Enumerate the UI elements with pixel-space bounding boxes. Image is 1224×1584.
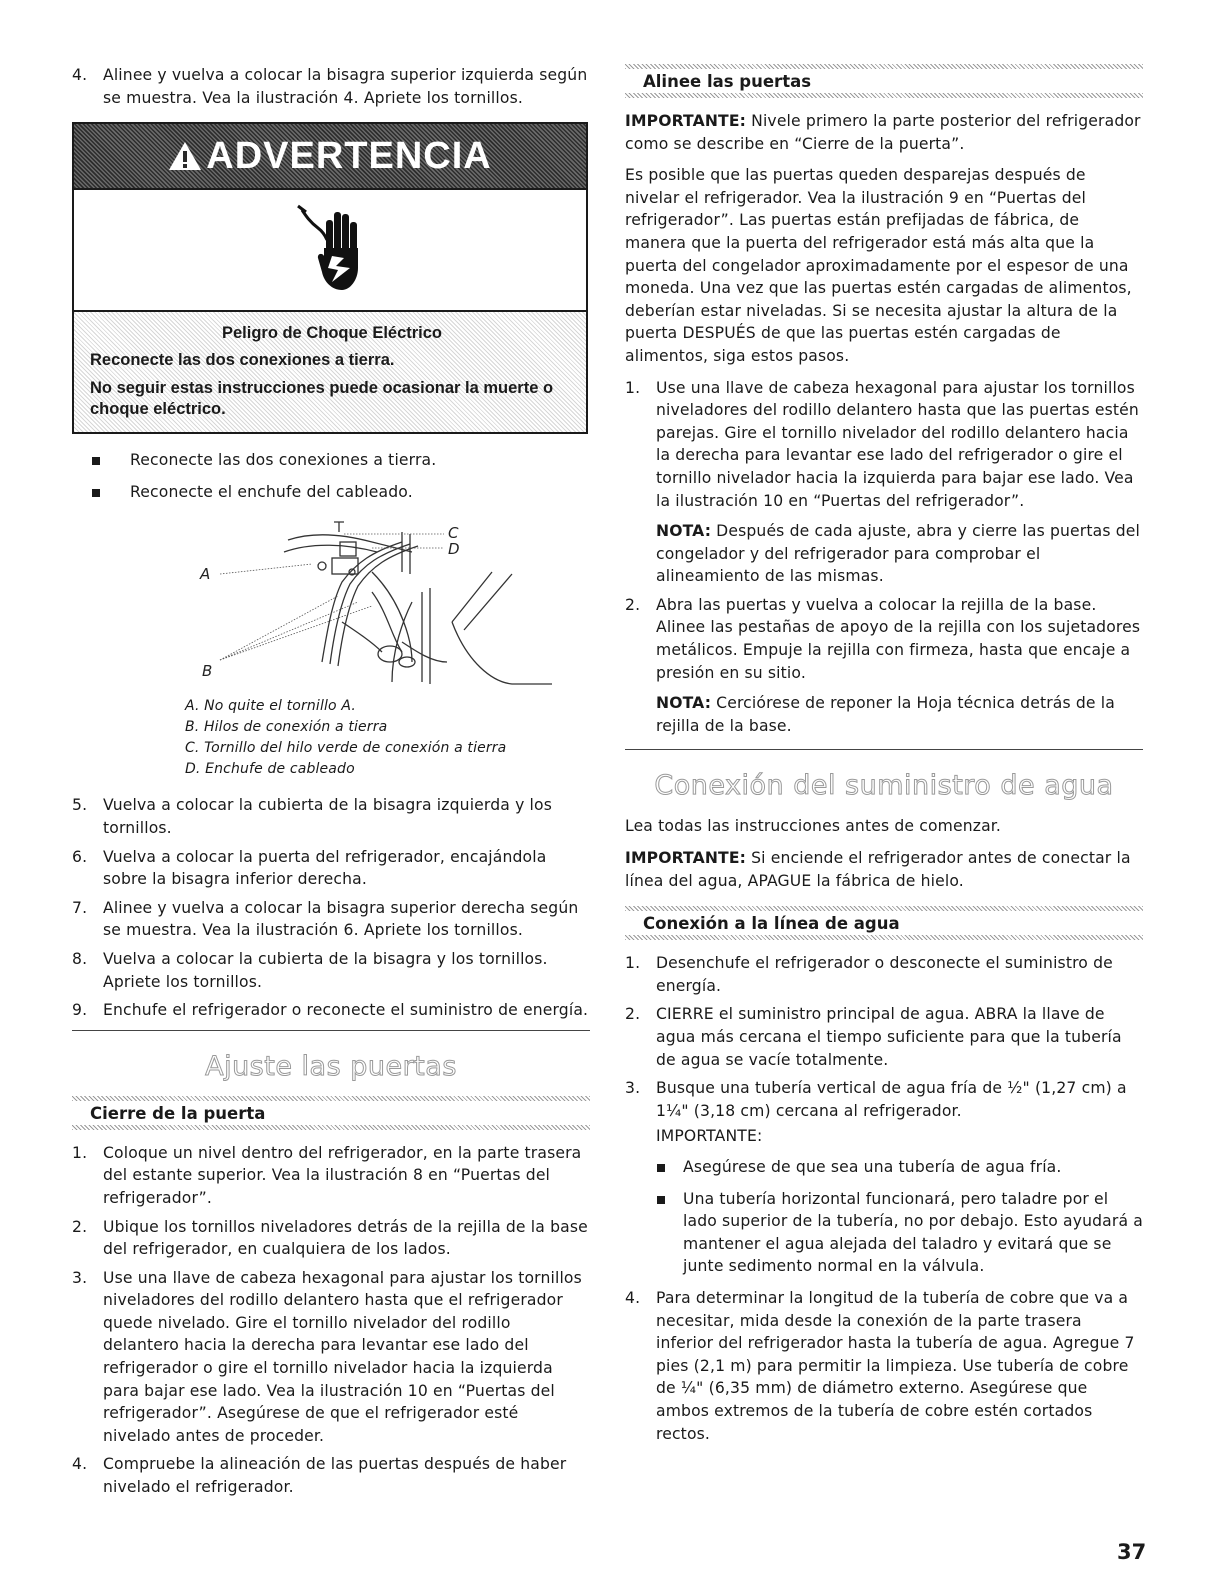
step-text: Ubique los tornillos niveladores detrás de la rejilla de la base del refrigerador, en cualquiera de los lados. xyxy=(103,1217,588,1259)
note-text: Cerciórese de reponer la Hoja técnica detrás de la rejilla de la base. xyxy=(656,694,1115,735)
step-number: 4. xyxy=(72,66,88,84)
step-number: 7. xyxy=(72,898,88,917)
step-text: Enchufe el refrigerador o reconecte el suministro de energía. xyxy=(103,1001,589,1020)
step-text: Use una llave de cabeza hexagonal para ajustar los tornillos niveladores del rodillo delantero hasta que el refrigerador quede nivelado. Gire el tornillo nivelador del rodillo delantero hacia la derecha para levantar ese lado del refrigerador o gire el tornillo nivelador hacia la izquierda para bajar ese lado. Vea la ilustración 10 en “Puertas del refrigerador”. Asegúrese de que el refrigerador esté nivelado antes de proceder. xyxy=(103,1268,582,1445)
step-number: 1. xyxy=(625,954,641,973)
list-item xyxy=(72,481,590,504)
step-text: Para determinar la longitud de la tubería de cobre que va a necesitar, mida desde la conexión de la parte trasera inferior del refrigerador hasta la tubería de agua. Agregue 7 pies (2,1 m) para permitir la limpieza. Use tubería de cobre de ¼" (6,35 mm) de diámetro externo. Asegúrese que ambos extremos de la tubería de cobre estén cortados rectos. xyxy=(656,1288,1135,1443)
bullet-text: Reconecte las dos conexiones a tierra. xyxy=(130,451,437,470)
step-text: Compruebe la alineación de las puertas después de haber nivelado el refrigerador. xyxy=(103,1455,567,1497)
step-number: 3. xyxy=(625,1079,641,1098)
step-text: Vuelva a colocar la cubierta de la bisagra y los tornillos. Apriete los tornillos. xyxy=(103,949,548,991)
list-item xyxy=(625,1188,1143,1278)
warning-hazard-text: Peligro de Choque Eléctrico xyxy=(221,324,443,343)
list-item xyxy=(625,594,1143,738)
figure-label-c: C xyxy=(448,524,459,543)
warning-header xyxy=(74,124,586,190)
list-item xyxy=(625,952,1143,997)
reinstall-step-list xyxy=(72,794,590,1021)
list-item xyxy=(72,897,590,942)
warning-icon-area xyxy=(74,190,586,312)
subsection-heading: Conexión a la línea de agua xyxy=(625,906,1143,940)
step-text: Coloque un nivel dentro del refrigerador, en la parte trasera del estante superior. Vea la ilustración 8 en “Puertas del refrigerador”. xyxy=(103,1143,582,1207)
note-label: NOTA: xyxy=(656,694,712,713)
bullet-text: Reconecte el enchufe del cableado. xyxy=(130,482,413,501)
legend-item: A. No quite el tornillo A. xyxy=(185,698,356,715)
important-label: IMPORTANTE: xyxy=(625,112,747,130)
list-item xyxy=(72,64,590,109)
step-note xyxy=(656,520,1143,588)
bullet-text: Una tubería horizontal funcionará, pero taladre por el lado superior de la tubería, no por debajo. Esto ayudará a mantener el agua alejada del taladro y evitará que se junte sedimento normal en la válvula. xyxy=(683,1189,1143,1276)
step-number: 2. xyxy=(72,1217,88,1236)
warning-instruction-text: Reconecte las dos conexiones a tierra. xyxy=(90,351,395,370)
list-item xyxy=(72,999,590,1022)
figure-label-a: A xyxy=(200,565,211,584)
step-number: 2. xyxy=(625,595,641,614)
step-number: 2. xyxy=(625,1005,641,1024)
list-item xyxy=(72,1267,590,1448)
step-note xyxy=(656,692,1143,737)
bullet-square-icon xyxy=(657,1196,665,1204)
section-title: Conexión del suministro de agua xyxy=(654,770,1114,802)
water-line-step-list xyxy=(625,952,1143,1445)
step-number: 1. xyxy=(72,1143,88,1162)
subsection-heading: Alinee las puertas xyxy=(625,64,1143,98)
hinge-step-list xyxy=(72,64,590,109)
bullet-square-icon xyxy=(92,489,100,497)
section-title: Ajuste las puertas xyxy=(205,1050,457,1082)
bullet-square-icon xyxy=(657,1164,665,1172)
page-number: 37 xyxy=(1117,1540,1147,1564)
step-number: 3. xyxy=(72,1268,88,1287)
step-text: Alinee y vuelva a colocar la bisagra superior izquierda según se muestra. Vea la ilustración 4. Apriete los tornillos. xyxy=(103,66,588,107)
important-text: Nivele primero la parte posterior del refrigerador como se describe en “Cierre de la puerta”. xyxy=(625,112,1141,153)
warning-title xyxy=(168,135,491,178)
align-step-list xyxy=(625,377,1143,738)
list-item xyxy=(72,1216,590,1261)
step-text: Abra las puertas y vuelva a colocar la rejilla de la base. Alinee las pestañas de apoyo de la rejilla con los sujetadores metálicos. Empuje la rejilla con firmeza, hasta que encaje a presión en su sitio. xyxy=(656,595,1141,682)
note-text: Después de cada ajuste, abra y cierre las puertas del congelador y del refrigerador para comprobar el alineamiento de las mismas. xyxy=(656,522,1140,586)
list-item xyxy=(625,1077,1143,1278)
list-item xyxy=(72,948,590,993)
wiring-illustration xyxy=(72,512,590,692)
important-text: Si enciende el refrigerador antes de conectar la línea del agua, APAGUE la fábrica de hielo. xyxy=(625,849,1131,890)
step-number: 6. xyxy=(72,847,88,866)
step-number: 8. xyxy=(72,949,88,968)
pipe-bullet-list xyxy=(625,1156,1143,1278)
step-number: 1. xyxy=(625,378,641,397)
note-label: NOTA: xyxy=(656,522,712,541)
legend-item: C. Tornillo del hilo verde de conexión a tierra xyxy=(185,740,507,757)
step-text: Vuelva a colocar la puerta del refrigerador, encajándola sobre la bisagra inferior derecha. xyxy=(103,847,547,889)
bullet-text: Asegúrese de que sea una tubería de agua fría. xyxy=(683,1157,1062,1176)
step-number: 9. xyxy=(72,1001,88,1020)
list-item xyxy=(625,1287,1143,1445)
figure-label-d: D xyxy=(448,540,460,559)
bullet-square-icon xyxy=(92,457,100,465)
legend-item: D. Enchufe de cableado xyxy=(185,761,355,778)
door-close-step-list xyxy=(72,1142,590,1499)
figure-label-b: B xyxy=(202,662,213,681)
list-item xyxy=(72,1142,590,1210)
step-text: Busque una tubería vertical de agua fría de ½" (1,27 cm) a 1¼" (3,18 cm) cercana al refrigerador. xyxy=(656,1079,1127,1120)
important-note xyxy=(625,847,1143,892)
subsection-heading: Cierre de la puerta xyxy=(72,1096,590,1130)
ground-bullet-list xyxy=(72,449,590,503)
warning-consequence-text: No seguir estas instrucciones puede ocasionar la muerte o choque eléctrico. xyxy=(90,379,554,419)
body-paragraph: Lea todas las instrucciones antes de comenzar. xyxy=(625,817,1002,836)
warning-body xyxy=(74,312,586,432)
step-number: 4. xyxy=(72,1455,88,1474)
list-item xyxy=(625,1156,1143,1179)
right-column xyxy=(625,64,1143,1451)
list-item xyxy=(72,794,590,839)
legend-item: B. Hilos de conexión a tierra xyxy=(185,719,388,736)
warning-box xyxy=(72,122,588,434)
important-label: IMPORTANTE: xyxy=(625,849,747,868)
figure-legend xyxy=(72,696,590,780)
important-note xyxy=(625,110,1143,155)
left-column xyxy=(72,64,590,1505)
wiring-diagram xyxy=(72,512,590,692)
list-item xyxy=(72,449,590,472)
step-text: Desenchufe el refrigerador o desconecte el suministro de energía. xyxy=(656,954,1113,995)
step-text: Use una llave de cabeza hexagonal para ajustar los tornillos niveladores del rodillo delantero hasta que las puertas estén parejas. Gire el tornillo nivelador del rodillo delantero hacia la derecha para levantar ese lado del refrigerador o gire el tornillo nivelador hacia la izquierda para bajar ese lado. Vea la ilustración 10 en “Puertas del refrigerador”. xyxy=(656,378,1139,510)
body-paragraph: Es posible que las puertas queden desparejas después de nivelar el refrigerador. Vea la ilustración 9 en “Puertas del refrigerador”. Las puertas están prefijadas de fábrica, de manera que la puerta del refrigerador está más alta que la puerta del congelador aproximadamente por el espesor de una moneda. Una vez que las puertas estén cargadas de alimentos, deberían estar niveladas. Si se necesita ajustar la altura de la puerta DESPUÉS de que las puertas estén cargadas de alimentos, siga estos pasos. xyxy=(625,166,1132,365)
step-number: 4. xyxy=(625,1288,641,1307)
electric-shock-hand-icon xyxy=(292,202,368,298)
warning-title-text: ADVERTENCIA xyxy=(206,134,492,177)
warning-triangle-icon xyxy=(168,141,202,171)
list-item xyxy=(72,846,590,891)
step-number: 5. xyxy=(72,796,88,815)
step-text: CIERRE el suministro principal de agua. ABRA la llave de agua más cercana el tiempo suficiente para que la tubería de agua se vacíe totalmente. xyxy=(656,1005,1122,1069)
important-label: IMPORTANTE: xyxy=(656,1127,763,1146)
section-divider xyxy=(625,749,1143,750)
list-item xyxy=(625,1003,1143,1071)
step-text: Alinee y vuelva a colocar la bisagra superior derecha según se muestra. Vea la ilustración 6. Apriete los tornillos. xyxy=(103,898,579,940)
section-divider xyxy=(72,1030,590,1031)
step-text: Vuelva a colocar la cubierta de la bisagra izquierda y los tornillos. xyxy=(103,796,553,837)
list-item xyxy=(72,1453,590,1498)
list-item xyxy=(625,377,1143,588)
